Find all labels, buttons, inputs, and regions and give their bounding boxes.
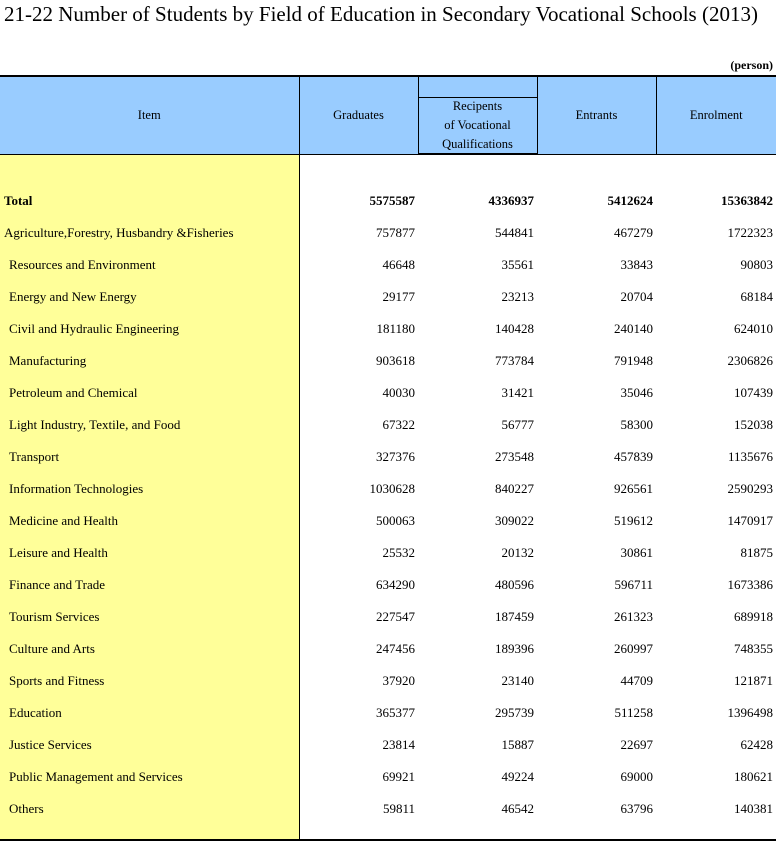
graduates-cell: 500063 [299, 505, 418, 537]
table-row [0, 281, 776, 313]
recipients-cell: 35561 [501, 257, 534, 272]
recipients-cell: 20132 [501, 545, 534, 560]
header-recipients: Recipents of Vocational Qualifications [419, 97, 537, 154]
recipients-cell: 56777 [501, 417, 534, 432]
table-row [0, 633, 776, 665]
recipients-cell: 140428 [495, 321, 534, 336]
header-item: Item [0, 76, 299, 155]
bottom-cell [537, 825, 656, 840]
table-row [0, 505, 776, 537]
table-row [0, 441, 776, 473]
enrolment-cell: 624010 [734, 321, 773, 336]
enrolment-cell: 140381 [734, 801, 773, 816]
enrolment-cell: 81875 [740, 545, 773, 560]
unit-label: (person) [730, 58, 773, 72]
enrolment-cell: 1135676 [727, 449, 773, 464]
entrants-cell: 519612 [614, 513, 653, 528]
table-row [0, 345, 776, 377]
graduates-cell: 37920 [299, 665, 418, 697]
enrolment-cell: 107439 [734, 385, 773, 400]
item-cell: Justice Services [0, 729, 299, 761]
total-row [0, 185, 776, 217]
item-cell: Education [0, 697, 299, 729]
recipients-cell: 4336937 [488, 193, 534, 208]
entrants-cell: 240140 [614, 321, 653, 336]
graduates-cell: 227547 [299, 601, 418, 633]
item-cell: Information Technologies [0, 473, 299, 505]
item-cell: Finance and Trade [0, 569, 299, 601]
enrolment-cell: 689918 [734, 609, 773, 624]
graduates-cell: 40030 [299, 377, 418, 409]
table-body [0, 155, 776, 841]
recipients-cell: 773784 [495, 353, 534, 368]
table-row [0, 217, 776, 249]
entrants-cell: 511258 [614, 705, 653, 720]
table-row [0, 697, 776, 729]
item-cell: Manufacturing [0, 345, 299, 377]
entrants-cell: 457839 [614, 449, 653, 464]
enrolment-cell: 152038 [734, 417, 773, 432]
header-enrolment: Enrolment [656, 76, 776, 155]
spacer-cell [537, 155, 656, 186]
recipients-cell: 15887 [501, 737, 534, 752]
recipients-cell: 23140 [501, 673, 534, 688]
spacer-cell [656, 155, 776, 186]
graduates-cell: 23814 [299, 729, 418, 761]
enrolment-cell: 748355 [734, 641, 773, 656]
recipients-cell: 23213 [501, 289, 534, 304]
item-cell: Agriculture,Forestry, Husbandry &Fisheries [0, 217, 299, 249]
enrolment-cell: 68184 [740, 289, 773, 304]
header-row [0, 76, 776, 155]
graduates-cell: 59811 [299, 793, 418, 825]
table-row [0, 313, 776, 345]
enrolment-cell: 2590293 [727, 481, 773, 496]
table-title: 21-22 Number of Students by Field of Education in Secondary Vocational Schools (2013) [4, 2, 758, 26]
bottom-cell [299, 825, 418, 840]
spacer-cell [299, 155, 418, 186]
graduates-cell: 69921 [299, 761, 418, 793]
students-table [0, 75, 776, 841]
recipients-cell: 189396 [495, 641, 534, 656]
entrants-cell: 63796 [620, 801, 653, 816]
graduates-cell: 903618 [299, 345, 418, 377]
item-cell: Transport [0, 441, 299, 473]
item-cell: Energy and New Energy [0, 281, 299, 313]
item-cell: Others [0, 793, 299, 825]
recipients-cell: 49224 [501, 769, 534, 784]
recipients-cell: 309022 [495, 513, 534, 528]
entrants-cell: 261323 [614, 609, 653, 624]
entrants-cell: 58300 [620, 417, 653, 432]
graduates-cell: 247456 [299, 633, 418, 665]
enrolment-cell: 15363842 [721, 193, 773, 208]
item-cell: Leisure and Health [0, 537, 299, 569]
table-row [0, 569, 776, 601]
entrants-cell: 33843 [620, 257, 653, 272]
recipients-cell: 840227 [495, 481, 534, 496]
spacer-cell [418, 155, 537, 186]
recipients-cell: 544841 [495, 225, 534, 240]
enrolment-cell: 1396498 [727, 705, 773, 720]
item-cell: Culture and Arts [0, 633, 299, 665]
bottom-cell [656, 825, 776, 840]
table-row [0, 793, 776, 825]
item-cell: Public Management and Services [0, 761, 299, 793]
header-entrants: Entrants [537, 76, 656, 155]
table-row [0, 249, 776, 281]
bottom-row [0, 825, 776, 840]
graduates-cell: 181180 [299, 313, 418, 345]
entrants-cell: 791948 [614, 353, 653, 368]
table-row [0, 537, 776, 569]
item-cell: Medicine and Health [0, 505, 299, 537]
table-row [0, 665, 776, 697]
entrants-cell: 596711 [614, 577, 653, 592]
entrants-cell: 22697 [620, 737, 653, 752]
item-cell: Tourism Services [0, 601, 299, 633]
graduates-cell: 29177 [299, 281, 418, 313]
graduates-cell: 327376 [299, 441, 418, 473]
graduates-cell: 365377 [299, 697, 418, 729]
table-row [0, 473, 776, 505]
table-row [0, 761, 776, 793]
enrolment-cell: 121871 [734, 673, 773, 688]
spacer-item-cell [0, 155, 299, 186]
item-cell: Petroleum and Chemical [0, 377, 299, 409]
graduates-cell: 757877 [299, 217, 418, 249]
table-row [0, 601, 776, 633]
item-cell: Civil and Hydraulic Engineering [0, 313, 299, 345]
spacer-row [0, 155, 776, 186]
graduates-cell: 25532 [299, 537, 418, 569]
graduates-cell: 46648 [299, 249, 418, 281]
table-row [0, 729, 776, 761]
entrants-cell: 926561 [614, 481, 653, 496]
entrants-cell: 20704 [620, 289, 653, 304]
entrants-cell: 35046 [620, 385, 653, 400]
entrants-cell: 44709 [620, 673, 653, 688]
entrants-cell: 69000 [620, 769, 653, 784]
table-row [0, 409, 776, 441]
enrolment-cell: 1470917 [727, 513, 773, 528]
entrants-cell: 30861 [620, 545, 653, 560]
item-cell: Sports and Fitness [0, 665, 299, 697]
entrants-cell: 5412624 [607, 193, 653, 208]
enrolment-cell: 1673386 [727, 577, 773, 592]
recipients-cell: 187459 [495, 609, 534, 624]
enrolment-cell: 90803 [740, 257, 773, 272]
graduates-cell: 67322 [299, 409, 418, 441]
recipients-cell: 31421 [501, 385, 534, 400]
graduates-cell: 634290 [299, 569, 418, 601]
graduates-cell: 5575587 [299, 185, 418, 217]
enrolment-cell: 2306826 [727, 353, 773, 368]
table-row [0, 377, 776, 409]
recipients-cell: 46542 [501, 801, 534, 816]
recipients-cell: 295739 [495, 705, 534, 720]
item-cell: Light Industry, Textile, and Food [0, 409, 299, 441]
bottom-cell [418, 825, 537, 840]
item-cell: Resources and Environment [0, 249, 299, 281]
header-recipients-cell [418, 76, 537, 155]
enrolment-cell: 180621 [734, 769, 773, 784]
recipients-cell: 273548 [495, 449, 534, 464]
graduates-cell: 1030628 [299, 473, 418, 505]
bottom-cell [0, 825, 299, 840]
entrants-cell: 260997 [614, 641, 653, 656]
recipients-cell: 480596 [495, 577, 534, 592]
entrants-cell: 467279 [614, 225, 653, 240]
header-graduates: Graduates [299, 76, 418, 155]
item-cell: Total [0, 185, 299, 217]
enrolment-cell: 1722323 [727, 225, 773, 240]
enrolment-cell: 62428 [740, 737, 773, 752]
